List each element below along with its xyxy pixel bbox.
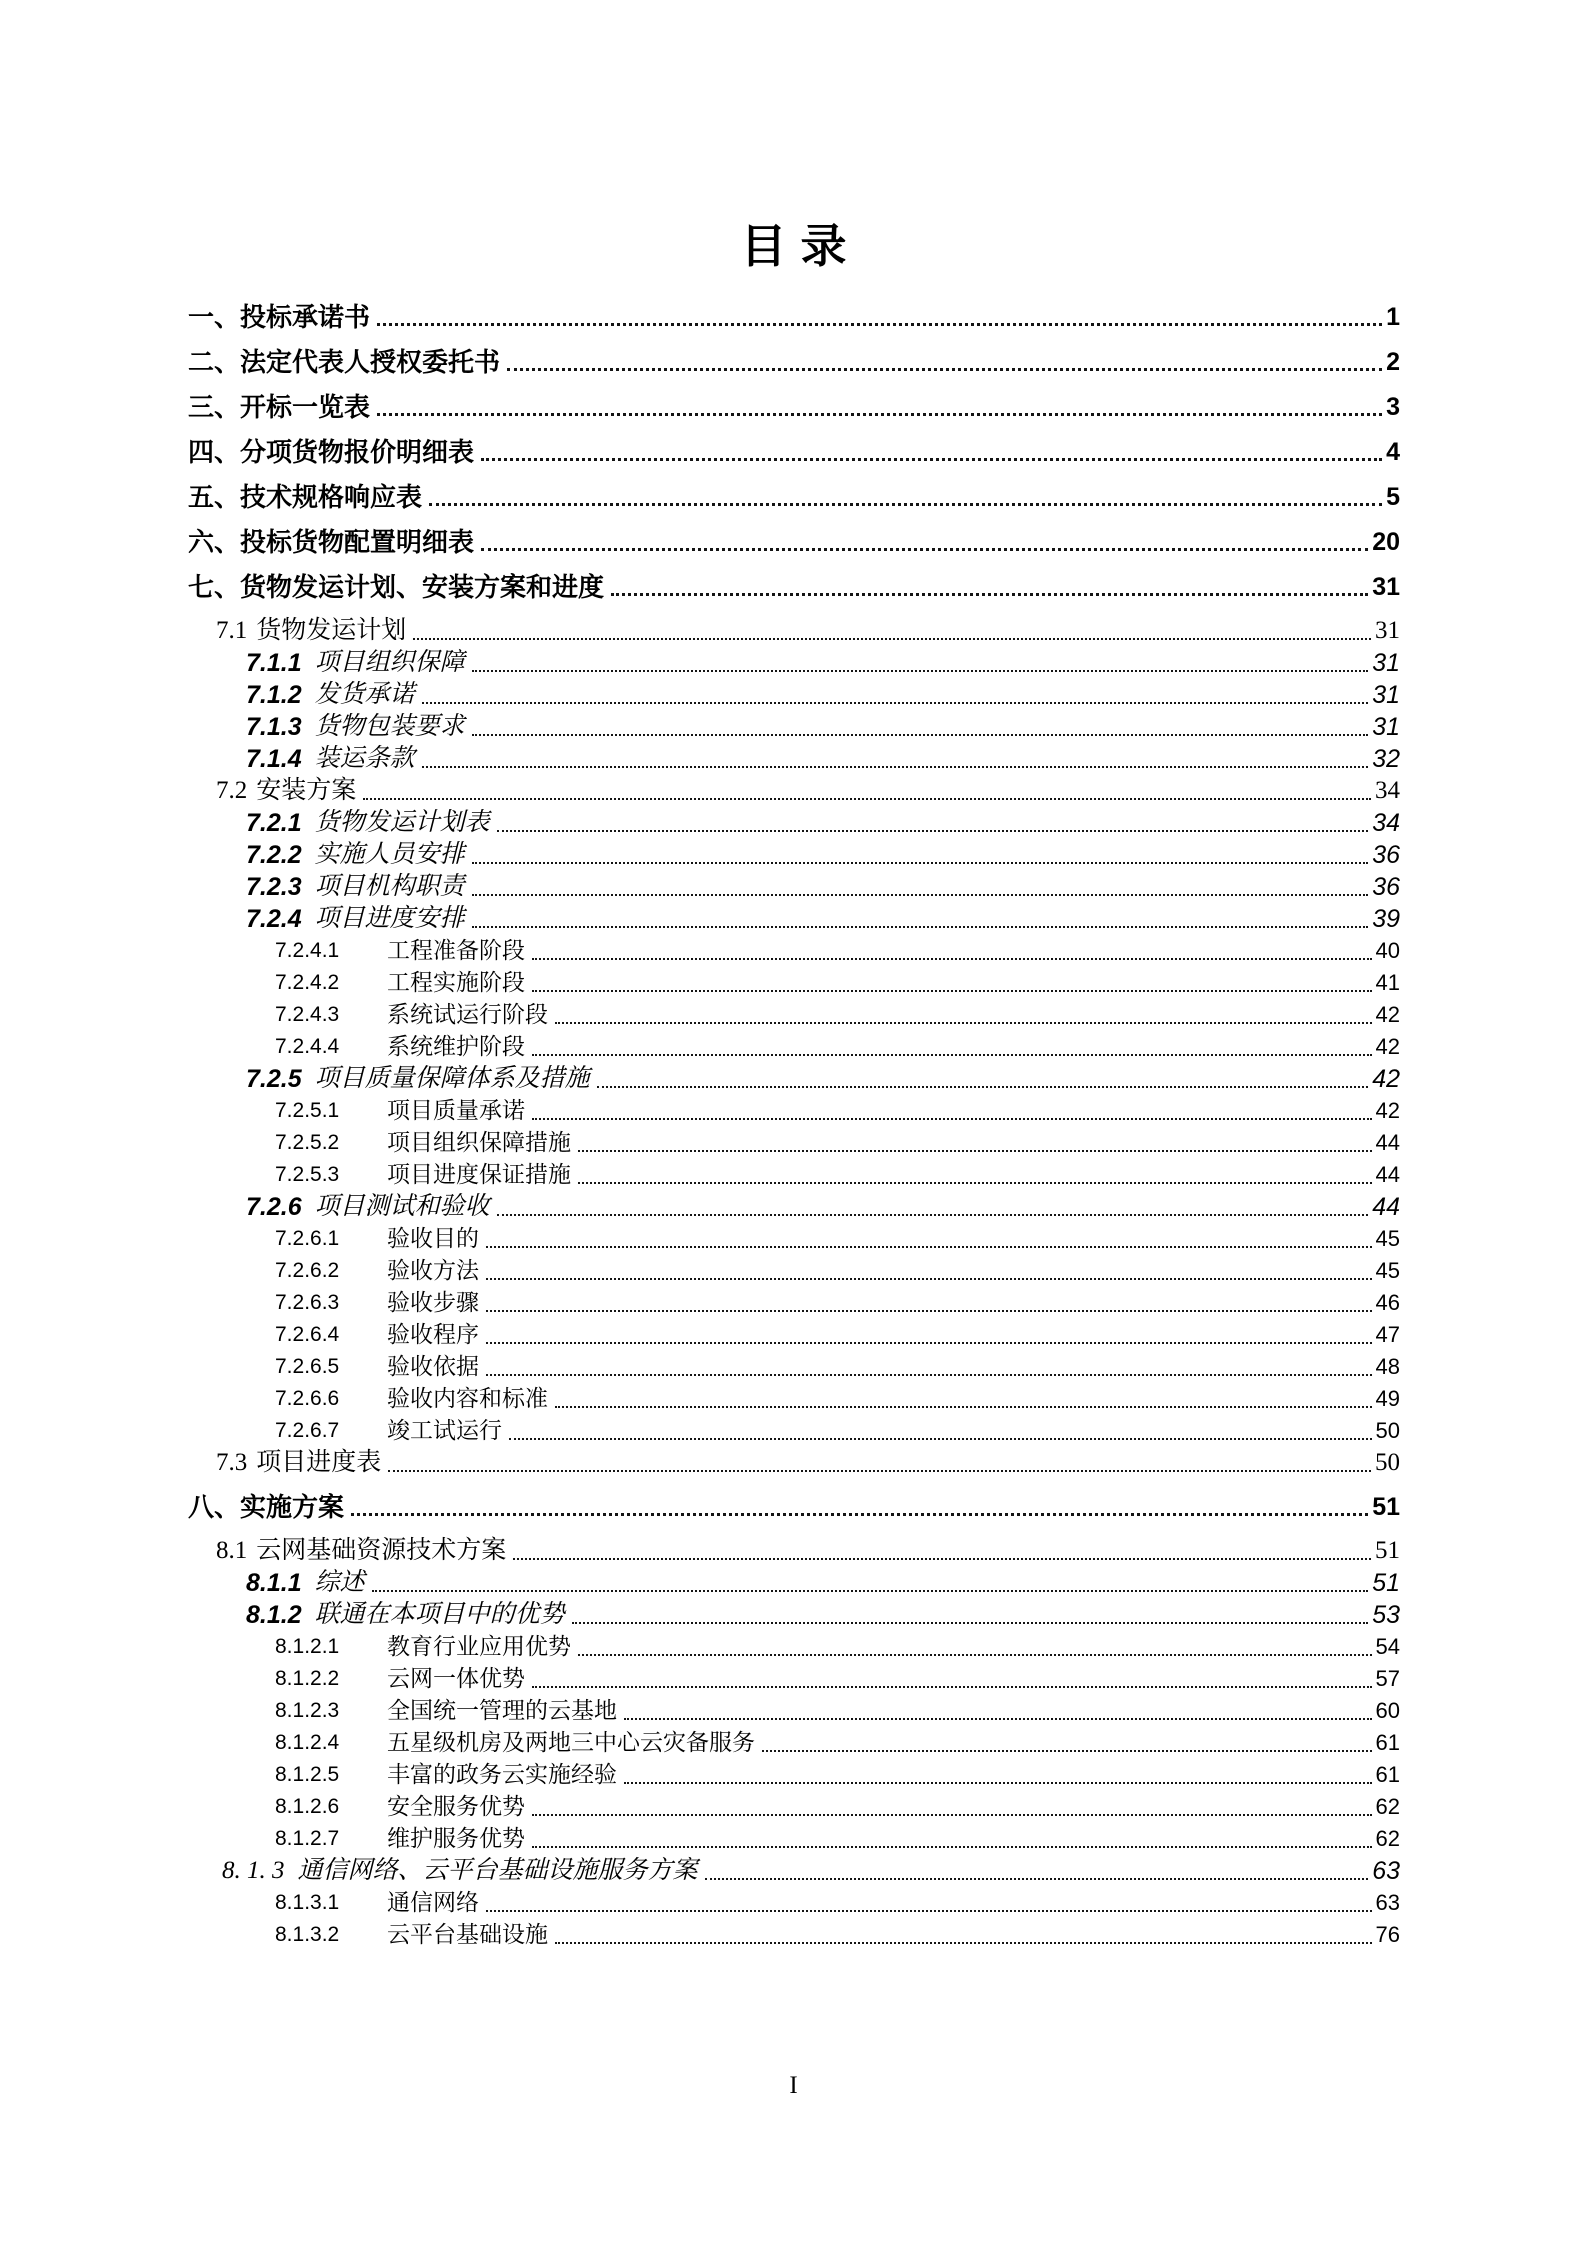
toc-entry-number: 8.1.3.2 (275, 1923, 340, 1946)
toc-entry (188, 1063, 1400, 1095)
toc-entry-title: 云网一体优势 (387, 1666, 525, 1691)
toc-entry-number: 7.2.4.3 (275, 1003, 340, 1026)
toc-leader-dots (532, 1054, 1372, 1056)
toc-leader-dots (422, 766, 1369, 768)
toc-entry (188, 525, 1400, 559)
toc-entry-number: 7.2.6.6 (275, 1387, 340, 1410)
toc-entry-page: 42 (1375, 1002, 1400, 1027)
toc-entry (188, 807, 1400, 839)
toc-entry (188, 647, 1400, 679)
toc-entry-page: 4 (1386, 438, 1400, 466)
toc-entry-number: 7.2.5.2 (275, 1131, 340, 1154)
toc-entry-title: 投标货物配置明细表 (240, 527, 475, 557)
toc-entry (188, 1919, 1400, 1951)
toc-entry (188, 1887, 1400, 1919)
toc-entry-number: 7.2.5.3 (275, 1163, 340, 1186)
toc-leader-dots (429, 503, 1382, 506)
toc-entry-page: 1 (1386, 303, 1400, 331)
toc-entry-title: 安全服务优势 (387, 1794, 525, 1819)
toc-entry-number: 7.2.2 (246, 841, 302, 869)
toc-entry (188, 1159, 1400, 1191)
toc-entry-number: 五、 (188, 482, 241, 512)
toc-entry-page: 36 (1372, 841, 1400, 869)
toc-entry (188, 679, 1400, 711)
toc-entry-page: 62 (1375, 1794, 1400, 1819)
toc-leader-dots (578, 1150, 1372, 1152)
toc-entry-number: 二、 (188, 347, 241, 377)
toc-entry-page: 47 (1375, 1322, 1400, 1347)
toc-entry-page: 51 (1372, 1569, 1400, 1597)
toc-entry (188, 1663, 1400, 1695)
toc-entry (188, 935, 1400, 967)
toc-leader-dots (351, 1513, 1368, 1516)
toc-entry (188, 390, 1400, 424)
toc-leader-dots (532, 1118, 1372, 1120)
toc-entry-page: 51 (1372, 1493, 1400, 1521)
toc-entry-title: 实施人员安排 (314, 841, 465, 868)
toc-entry-title: 项目测试和验收 (314, 1193, 490, 1220)
toc-leader-dots (705, 1878, 1369, 1880)
toc-entry (188, 1447, 1400, 1479)
toc-entry-title: 联通在本项目中的优势 (314, 1601, 565, 1628)
toc-entry (188, 435, 1400, 469)
toc-entry-title: 法定代表人授权委托书 (240, 347, 501, 377)
toc-leader-dots (388, 1470, 1371, 1472)
toc-entry-title: 验收方法 (387, 1258, 479, 1283)
toc-entry-title: 工程实施阶段 (387, 970, 525, 995)
toc-entry-title: 项目组织保障措施 (387, 1130, 571, 1155)
toc-entry (188, 1415, 1400, 1447)
toc-entry (188, 1631, 1400, 1663)
toc-entry-page: 61 (1375, 1762, 1400, 1787)
toc-entry-number: 7.2.6.1 (275, 1227, 340, 1250)
toc-entry-title: 技术规格响应表 (240, 482, 423, 512)
toc-entry-title: 项目进度安排 (314, 905, 465, 932)
toc-entry-number: 七、 (188, 572, 241, 602)
toc-entry-title: 项目组织保障 (314, 649, 465, 676)
toc-leader-dots (509, 1438, 1372, 1440)
toc-entry-title: 五星级机房及两地三中心云灾备服务 (387, 1730, 755, 1755)
toc-leader-dots (422, 702, 1369, 704)
toc-entry-number: 8.1 (216, 1537, 248, 1564)
toc-entry-number: 8.1.3.1 (275, 1891, 340, 1914)
toc-entry-page: 32 (1372, 745, 1400, 773)
toc-leader-dots (555, 1022, 1372, 1024)
footer-page-number: I (789, 2072, 798, 2099)
toc-entry-page: 50 (1375, 1418, 1400, 1443)
toc-entry-title: 云网基础资源技术方案 (256, 1537, 507, 1564)
toc-leader-dots (486, 1246, 1372, 1248)
toc-entry-page: 31 (1372, 681, 1400, 709)
toc-leader-dots (507, 368, 1382, 371)
toc-entry-number: 三、 (188, 392, 241, 422)
toc-entry-title: 教育行业应用优势 (387, 1634, 571, 1659)
toc-entry (188, 1567, 1400, 1599)
toc-entry-number: 7.2.6 (246, 1193, 302, 1221)
toc-entry-title: 验收内容和标准 (387, 1386, 548, 1411)
toc-entry (188, 1255, 1400, 1287)
toc-entry-title: 安装方案 (256, 777, 357, 804)
toc-entry-page: 42 (1375, 1034, 1400, 1059)
toc-entry (188, 1127, 1400, 1159)
toc-leader-dots (377, 413, 1382, 416)
toc-entry-title: 开标一览表 (240, 392, 371, 422)
toc-entry-page: 34 (1372, 809, 1400, 837)
toc-entry-number: 7.2.4.4 (275, 1035, 340, 1058)
toc-entry (188, 480, 1400, 514)
toc-entry (188, 1759, 1400, 1791)
toc-entry-title: 工程准备阶段 (387, 938, 525, 963)
toc-entry (188, 1695, 1400, 1727)
toc-entry (188, 1490, 1400, 1524)
toc-entry-title: 系统试运行阶段 (387, 1002, 548, 1027)
toc-entry-page: 54 (1375, 1634, 1400, 1659)
toc-entry-page: 46 (1375, 1290, 1400, 1315)
toc-leader-dots (497, 830, 1369, 832)
toc-entry (188, 1383, 1400, 1415)
toc-entry-page: 51 (1375, 1537, 1400, 1564)
toc-leader-dots (532, 1686, 1372, 1688)
toc-entry (188, 1223, 1400, 1255)
toc-entry-page: 40 (1375, 938, 1400, 963)
toc-entry-title: 综述 (314, 1569, 365, 1596)
toc-leader-dots (497, 1214, 1369, 1216)
toc-entry-page: 41 (1375, 970, 1400, 995)
toc-leader-dots (413, 638, 1371, 640)
toc-entry-title: 装运条款 (314, 745, 415, 772)
toc-entry-number: 8.1.2.3 (275, 1699, 340, 1722)
toc-entry-title: 项目机构职责 (314, 873, 465, 900)
toc-entry-number: 7.2.4.2 (275, 971, 340, 994)
toc-entry (188, 1535, 1400, 1567)
toc-leader-dots (572, 1622, 1369, 1624)
toc-entry-number: 7.2.5 (246, 1065, 302, 1093)
toc-entry-title: 项目质量保障体系及措施 (314, 1065, 590, 1092)
toc-entry-title: 通信网络、云平台基础设施服务方案 (297, 1857, 698, 1884)
toc-entry-number: 四、 (188, 437, 241, 467)
toc-entry-number: 8.1.2.4 (275, 1731, 340, 1754)
toc-leader-dots (472, 894, 1369, 896)
toc-entry (188, 839, 1400, 871)
toc-leader-dots (481, 548, 1368, 551)
toc-entry-number: 8.1.2 (246, 1601, 302, 1629)
toc-entry-number: 7.2.3 (246, 873, 302, 901)
toc-entry-title: 项目质量承诺 (387, 1098, 525, 1123)
toc-entry-page: 53 (1372, 1601, 1400, 1629)
toc-entry (188, 871, 1400, 903)
toc-leader-dots (555, 1942, 1372, 1944)
toc-entry-number: 7.1.1 (246, 649, 302, 677)
toc-leader-dots (472, 862, 1369, 864)
toc-entry (188, 1727, 1400, 1759)
toc-leader-dots (624, 1718, 1372, 1720)
toc-entry-title: 通信网络 (387, 1890, 479, 1915)
toc-entry-page: 76 (1375, 1922, 1400, 1947)
toc-leader-dots (762, 1750, 1372, 1752)
toc-entry-number: 7.1 (216, 617, 248, 644)
toc-entry-page: 31 (1372, 713, 1400, 741)
toc-entry (188, 903, 1400, 935)
toc-leader-dots (372, 1590, 1369, 1592)
toc-leader-dots (486, 1278, 1372, 1280)
toc-entry-page: 31 (1375, 617, 1400, 644)
toc-entry (188, 1351, 1400, 1383)
toc-entry (188, 1791, 1400, 1823)
toc-entry-title: 实施方案 (240, 1492, 345, 1522)
toc-entry-number: 7.2.5.1 (275, 1099, 340, 1122)
toc-entry-number: 7.2.4 (246, 905, 302, 933)
toc-entry-page: 62 (1375, 1826, 1400, 1851)
toc-entry-number: 7.2.6.2 (275, 1259, 340, 1282)
toc-entry-number: 8.1.2.2 (275, 1667, 340, 1690)
toc-entry (188, 967, 1400, 999)
toc-entry-number: 八、 (188, 1492, 241, 1522)
toc-entry-page: 34 (1375, 777, 1400, 804)
toc-entry-page: 42 (1375, 1098, 1400, 1123)
toc-entry-number: 7.2.4.1 (275, 939, 340, 962)
toc-entry (188, 1095, 1400, 1127)
toc-entry-page: 50 (1375, 1449, 1400, 1476)
toc-entry (188, 345, 1400, 379)
toc-entry-page: 61 (1375, 1730, 1400, 1755)
toc-leader-dots (472, 670, 1369, 672)
toc-entry-page: 2 (1386, 348, 1400, 376)
toc-entry-number: 8.1.2.1 (275, 1635, 340, 1658)
toc-entry (188, 615, 1400, 647)
toc-leader-dots (611, 593, 1368, 596)
toc-leader-dots (555, 1406, 1372, 1408)
toc-leader-dots (486, 1342, 1372, 1344)
toc-leader-dots (472, 734, 1369, 736)
toc-entry-title: 验收步骤 (387, 1290, 479, 1315)
toc-leader-dots (578, 1182, 1372, 1184)
toc-entry-page: 49 (1375, 1386, 1400, 1411)
toc-leader-dots (532, 958, 1372, 960)
toc-leader-dots (532, 1814, 1372, 1816)
toc-entry-number: 8.1.1 (246, 1569, 302, 1597)
toc-entry-title: 维护服务优势 (387, 1826, 525, 1851)
toc-leader-dots (578, 1654, 1372, 1656)
toc-entry (188, 743, 1400, 775)
toc-entry (188, 1855, 1400, 1887)
toc-entry-page: 45 (1375, 1226, 1400, 1251)
toc-entry-number: 六、 (188, 527, 241, 557)
toc-entry-title: 项目进度表 (256, 1449, 382, 1476)
table-of-contents (188, 300, 1400, 1951)
toc-leader-dots (486, 1310, 1372, 1312)
toc-entry-number: 7.1.2 (246, 681, 302, 709)
toc-entry-title: 货物包装要求 (314, 713, 465, 740)
toc-entry-title: 验收依据 (387, 1354, 479, 1379)
toc-entry-number: 7.3 (216, 1449, 248, 1476)
toc-entry-page: 45 (1375, 1258, 1400, 1283)
toc-entry-number: 8.1.2.5 (275, 1763, 340, 1786)
toc-entry (188, 775, 1400, 807)
toc-entry-page: 44 (1372, 1193, 1400, 1221)
toc-entry (188, 1031, 1400, 1063)
toc-entry-title: 投标承诺书 (240, 302, 371, 332)
toc-leader-dots (624, 1782, 1372, 1784)
toc-entry-title: 项目进度保证措施 (387, 1162, 571, 1187)
toc-entry (188, 1287, 1400, 1319)
toc-entry-page: 36 (1372, 873, 1400, 901)
toc-entry-title: 验收程序 (387, 1322, 479, 1347)
toc-entry (188, 711, 1400, 743)
toc-entry (188, 1823, 1400, 1855)
toc-entry-title: 全国统一管理的云基地 (387, 1698, 617, 1723)
toc-entry-number: 7.2.1 (246, 809, 302, 837)
toc-entry-title: 云平台基础设施 (387, 1922, 548, 1947)
page-title: 目录 (740, 221, 861, 272)
toc-entry-number: 8. 1. 3 (222, 1857, 285, 1884)
toc-entry-number: 7.2.6.7 (275, 1419, 340, 1442)
toc-entry-page: 57 (1375, 1666, 1400, 1691)
toc-leader-dots (486, 1374, 1372, 1376)
toc-entry-number: 7.2.6.4 (275, 1323, 340, 1346)
toc-leader-dots (363, 798, 1371, 800)
toc-entry (188, 1599, 1400, 1631)
toc-entry-page: 42 (1372, 1065, 1400, 1093)
toc-leader-dots (481, 458, 1382, 461)
toc-entry-page: 20 (1372, 528, 1400, 556)
toc-entry-page: 44 (1375, 1130, 1400, 1155)
toc-entry-page: 44 (1375, 1162, 1400, 1187)
toc-entry-number: 7.2.6.5 (275, 1355, 340, 1378)
toc-entry-page: 48 (1375, 1354, 1400, 1379)
toc-entry-page: 39 (1372, 905, 1400, 933)
toc-leader-dots (377, 323, 1382, 326)
toc-entry-page: 31 (1372, 649, 1400, 677)
toc-leader-dots (513, 1558, 1371, 1560)
toc-entry-title: 系统维护阶段 (387, 1034, 525, 1059)
toc-leader-dots (597, 1086, 1369, 1088)
toc-leader-dots (486, 1910, 1372, 1912)
toc-entry-title: 验收目的 (387, 1226, 479, 1251)
toc-leader-dots (532, 1846, 1372, 1848)
toc-entry (188, 999, 1400, 1031)
toc-entry (188, 300, 1400, 334)
toc-leader-dots (472, 926, 1369, 928)
toc-entry (188, 1191, 1400, 1223)
toc-entry (188, 570, 1400, 604)
toc-entry-number: 7.2.6.3 (275, 1291, 340, 1314)
toc-entry-page: 3 (1386, 393, 1400, 421)
toc-entry-number: 8.1.2.7 (275, 1827, 340, 1850)
toc-entry-page: 5 (1386, 483, 1400, 511)
toc-entry-number: 7.2 (216, 777, 248, 804)
toc-entry-title: 发货承诺 (314, 681, 415, 708)
toc-entry-number: 一、 (188, 302, 241, 332)
toc-entry (188, 1319, 1400, 1351)
toc-entry-title: 货物发运计划表 (314, 809, 490, 836)
toc-entry-page: 31 (1372, 573, 1400, 601)
toc-leader-dots (532, 990, 1372, 992)
toc-entry-number: 7.1.4 (246, 745, 302, 773)
toc-entry-number: 7.1.3 (246, 713, 302, 741)
toc-entry-page: 63 (1372, 1857, 1400, 1885)
toc-entry-number: 8.1.2.6 (275, 1795, 340, 1818)
toc-entry-page: 60 (1375, 1698, 1400, 1723)
toc-entry-page: 63 (1375, 1890, 1400, 1915)
toc-entry-title: 货物发运计划、安装方案和进度 (240, 572, 605, 602)
toc-entry-title: 分项货物报价明细表 (240, 437, 475, 467)
toc-entry-title: 货物发运计划 (256, 617, 407, 644)
toc-entry-title: 丰富的政务云实施经验 (387, 1762, 617, 1787)
toc-entry-title: 竣工试运行 (387, 1418, 502, 1443)
